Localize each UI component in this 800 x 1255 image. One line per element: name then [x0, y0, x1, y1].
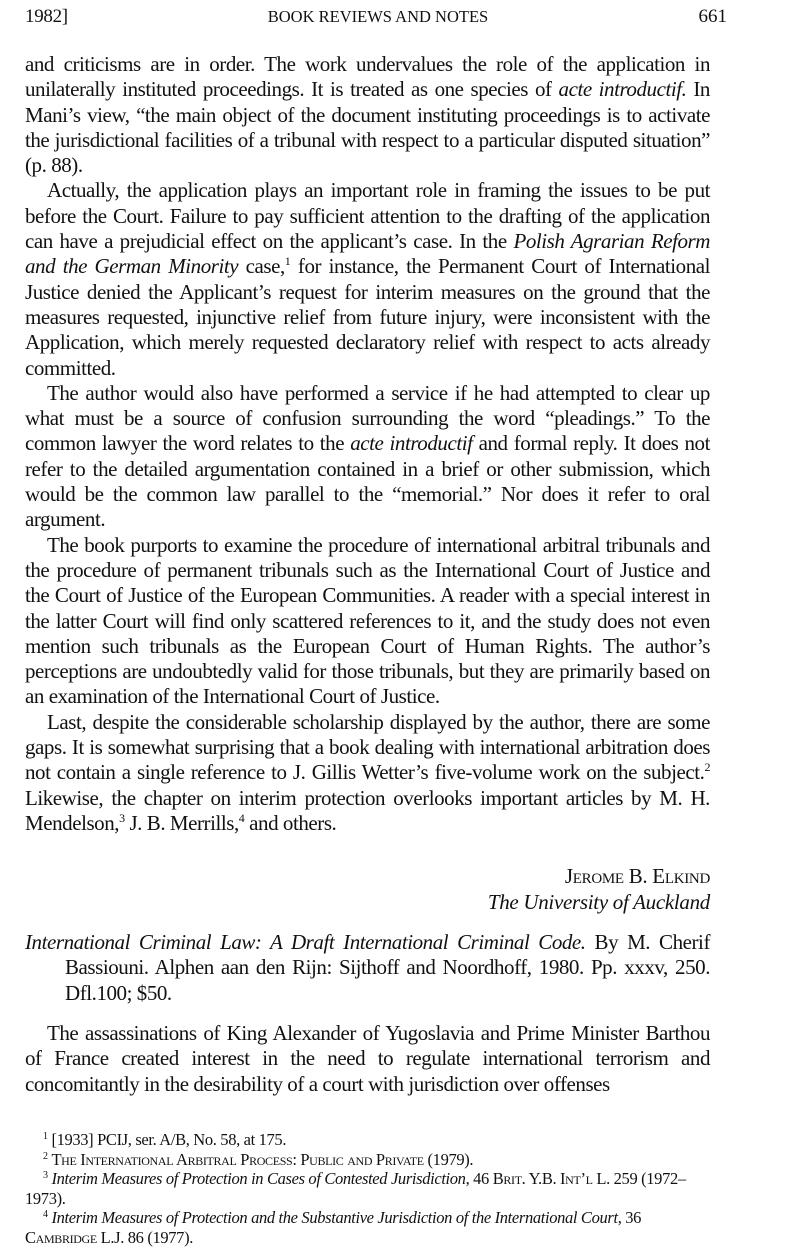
text-run: and others.	[244, 810, 337, 835]
small-caps-text: Brit. Y.B. Int’l L.	[492, 1169, 610, 1189]
footnote-number: 4	[43, 1209, 48, 1221]
italic-text: International Criminal Law: A Draft International Criminal Code.	[25, 930, 586, 954]
text-run: 86 (1977).	[123, 1227, 193, 1247]
text-run: and criticisms are in order. The work undervalues the role of the application in unilaterally instituted proceedings. It is treated as one species of	[25, 52, 710, 102]
italic-text: Interim Measures of Protection and the Substantive Jurisdiction of the International Court	[51, 1208, 618, 1228]
text-run: In Mani’s view, “the main object of the document instituting proceedings is to activate the jurisdictional facilities of a tribunal with respect to a particular disputed situation” (p. 88).	[25, 77, 710, 178]
text-run: The book purports to examine the procedure of international arbitral tribunals and the procedure of permanent tribunals such as the International Court of Justice and the Court of Justice of the European Communities. A reader with a special interest in the latter Court will find only scattered references to it, and the study does not even mention such tribunals as the European Court of Human Rights. The author’s perceptions are undoubtedly valid for those tribunals, but they are primarily based on an examination of the International Court of Justice.	[25, 532, 710, 709]
review-1-body	[25, 52, 710, 836]
footnote-ref: 3	[119, 810, 125, 825]
footnote	[25, 1130, 710, 1150]
footnote-ref: 1	[284, 254, 291, 269]
running-title: BOOK REVIEWS AND NOTES	[267, 7, 489, 26]
text-run: By M. Cherif Bassiouni. Alphen aan den Rijn: Sijthoff and Noordhoff, 1980. Pp. xxxv, 250. Dfl.100; $50.	[65, 930, 710, 1005]
paragraph	[25, 52, 710, 178]
footnote-number: 3	[43, 1170, 48, 1182]
paragraph	[25, 710, 710, 836]
review-1-signature	[25, 863, 710, 915]
text-run: Actually, the application plays an important role in framing the issues to be put before the Court. Failure to pay sufficient attention to the drafting of the application can have a prejudicial effect on the applicant’s case. In the	[25, 178, 710, 254]
review-2-body	[25, 1021, 710, 1097]
text-run: J. B. Merrills,	[124, 810, 239, 835]
text-run: for instance, the Permanent Court of International Justice denied the Applicant’s request for interim measures on the ground that the measures requested, injunctive relief from future injury, were inconsistent with the Application, which merely requested declaratory relief with respect to acts already committed.	[25, 254, 710, 380]
text-run: , 46	[465, 1169, 493, 1189]
footnote	[25, 1208, 710, 1247]
footnote-ref: 4	[238, 810, 245, 825]
reviewer-affiliation: The University of Auckland	[487, 890, 710, 914]
small-caps-text: The International Arbitral Process: Public and Private	[51, 1149, 424, 1169]
italic-text: acte introductif	[350, 431, 473, 456]
text-run: , 36	[617, 1208, 642, 1228]
footnote	[25, 1169, 710, 1208]
paragraph	[25, 533, 710, 710]
reviewer-name: Jerome B. Elkind	[564, 864, 710, 888]
text-run: (1979).	[423, 1149, 474, 1169]
page-number: 661	[698, 6, 727, 27]
footnote-ref: 2	[704, 760, 710, 775]
paragraph	[25, 178, 710, 380]
paragraph	[25, 381, 710, 533]
text-run: [1933] PCIJ, ser. A/B, No. 58, at 175.	[51, 1130, 287, 1149]
text-run: case,	[238, 254, 285, 279]
text-run: and formal reply. It does not refer to the detailed argumentation contained in a brief or other submission, which would be the common law parallel to the “memorial.” Nor does it refer to oral argument.	[25, 431, 710, 532]
footnote-number: 2	[43, 1150, 48, 1162]
text-run: The author would also have performed a service if he had attempted to clear up what must be a source of confusion surrounding the word “pleadings.” To the common lawyer the word relates to the	[25, 380, 710, 456]
footnotes	[25, 1130, 710, 1248]
italic-text: acte introductif.	[558, 77, 687, 102]
text-run: 259 (1972–1973).	[25, 1169, 686, 1208]
footnote-number: 1	[43, 1131, 48, 1142]
italic-text: Interim Measures of Protection in Cases of Contested Jurisdiction	[51, 1169, 466, 1189]
review-2-citation	[25, 930, 710, 1006]
paragraph	[25, 1021, 710, 1097]
small-caps-text: Cambridge L.J.	[25, 1227, 124, 1247]
running-header	[25, 2, 731, 32]
header-year: 1982]	[25, 6, 68, 27]
text-run: The assassinations of King Alexander of Yugoslavia and Prime Minister Barthou of France created interest in the need to regulate international terrorism and concomitantly in the desirability of a court with jurisdiction over offenses	[25, 1021, 710, 1096]
footnote	[25, 1150, 710, 1170]
text-run: Last, despite the considerable scholarship displayed by the author, there are some gaps. It is somewhat surprising that a book dealing with international arbitration does not contain a single reference to J. Gillis Wetter’s five-volume work on the subject.	[25, 709, 710, 785]
text-run: Likewise, the chapter on interim protection overlooks important articles by M. H. Mendelson,	[25, 785, 710, 835]
italic-text: Polish Agrarian Reform and the German Minority	[25, 229, 710, 279]
